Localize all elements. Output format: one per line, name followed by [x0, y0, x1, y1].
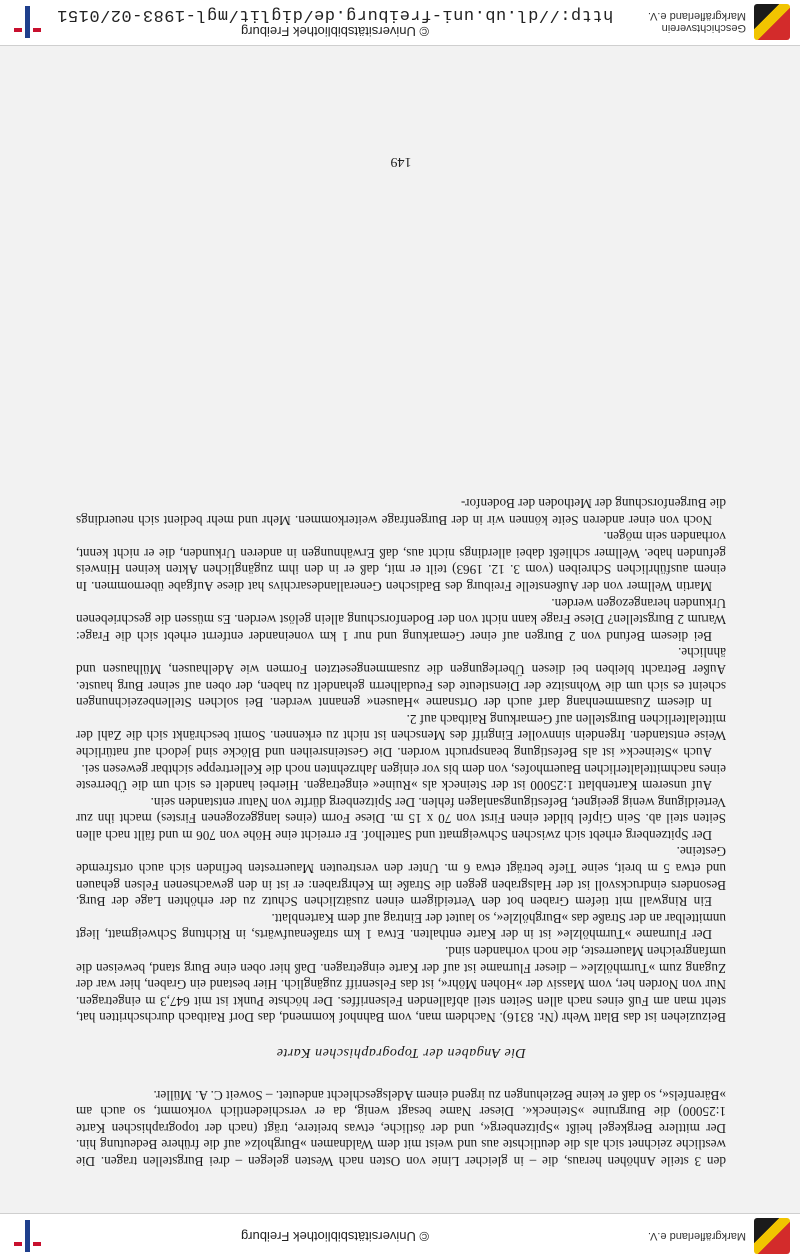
permalink-url[interactable]: http://dl.ub.uni-freiburg.de/diglit/mgl-1983-02/0151	[56, 5, 614, 25]
viewer-header-center	[44, 6, 626, 40]
viewer-header	[0, 0, 800, 46]
library-credit: © Universitätsbibliothek Freiburg	[240, 1229, 430, 1244]
paragraph: Bei diesem Befund von 2 Burgen auf einer Gemarkung und nur 1 km voneinander entfernt erhebt sich die Frage: Warum 2 Burgstellen? Diese Frage kann nicht von der Bodenforschung allein gelöst werden. Es müssen die geschriebenen Urkunden herangezogen werden.	[76, 595, 726, 644]
association-crest-icon	[754, 5, 790, 41]
page-text	[76, 494, 726, 1169]
paragraph: Beizuziehen ist das Blatt Wehr (Nr. 8316). Nachdem man, vom Bahnhof kommend, das Dorf Raitbach durchschritten hat, steht man am Fuß eines nach allen Seiten steil abfallenden Felsenriffes. Der höchste Punkt ist mit 647,3 m eingetragen. Nur von Norden her, vom Massiv der »Hohen Möhr«, ist das Felsenriff zugänglich. Hier bestand ein Graben, hier war der Zugang zum »Turmhölzle« – dieser Flurname ist auf der Karte eingetragen. Daß hier oben eine Burg stand, beweisen die umfangreichen Mauerreste, die noch vorhanden sind.	[76, 944, 726, 1026]
paragraph: Noch von einer anderen Seite können wir in der Burgenfrage weiterkommen. Mehr und mehr bedient sich neuerdings die Burgenforschung der Methoden der Bodenfor-	[76, 496, 726, 528]
viewer-footer-center	[44, 1229, 626, 1244]
library-credit: © Universitätsbibliothek Freiburg	[240, 24, 430, 40]
paragraph: Martin Wellmer von der Außenstelle Freiburg des Badischen Generallandesarchivs hat diese Aufgabe übernommen. In einem ausführlichen Schreiben (vom 3. 12. 1963) teilt er mit, daß er in den ihm zugänglichen Akten keinen Hinweis gefunden habe. Wellmer schließt dabei allerdings nicht aus, daß Erwähnungen in anderen Urkunden, die er nicht kennt, vorhanden sein mögen.	[76, 529, 726, 594]
paragraph: Der Spitzenberg erhebt sich zwischen Schweigmatt und Sattelhof. Er erreicht eine Höhe von 706 m und fällt nach allen Seiten steil ab. Sein Gipfel bildet einen First von 70 x 15 m. Diese Form (eines langgezogenen Firstes) macht ihn zur Verteidigung wenig geeignet, Befestigungsanlagen fehlen. Der Spitzenberg dürfte von Natur entstanden sein.	[76, 794, 726, 843]
section-heading: Die Angaben der Topographischen Karte	[276, 1045, 526, 1061]
university-logo-icon	[10, 5, 44, 41]
association-label: Geschichtsverein Markgräflerland e.V.	[647, 10, 746, 35]
university-logo-icon	[10, 1219, 44, 1255]
paragraph: Auf unserem Kartenblatt 1:25000 ist der Steineck als »Ruine« eingetragen. Hierbei handelt es sich um die Überreste eines nachmittelalterlichen Bauernhofes, von dem bis vor einigen Jahrzehnten noch die Kellertreppe sichtbar gewesen sei.	[76, 761, 726, 794]
viewer-footer	[0, 1213, 800, 1259]
paragraph: In diesem Zusammenhang darf auch der Ortsname »Hausen« genannt werden. Bei solchen Stellenbezeichnungen scheint es sich um die Wohnsitze der Dienstleute des Feudalherrn gehandelt zu haben, der oben auf seiner Burg hauste. Außer Betracht bleiben bei diesen Überlegungen die zusammengesetzten Formen wie Adelhausen, Mülhausen und ähnliche.	[76, 645, 726, 711]
paragraph: Auch »Steineck« ist als Befestigung beansprucht worden. Die Gesteinsreihen und Blöcke sind jedoch auf natürliche Weise entstanden. Irgendein sinnvoller Eingriff des Menschen ist nicht zu erkennen. Somit beschränkt sich die Zahl der mittelalterlichen Burgstellen auf Gemarkung Raitbach auf 2.	[76, 711, 726, 760]
association-label: Markgräflerland e.V.	[647, 1230, 746, 1243]
paragraph: den 3 steile Anhöhen heraus, die – in gleicher Linie von Osten nach Westen gelegen – drei Burgstellen tragen. Die westliche zeichnet sich als die deutlichste aus und weist mit dem Waldnamen »Burgholz« auf die frühere Bedeutung hin. Der mittlere Bergkegel heißt »Spitzenberg«, und der östliche, etwas breitere, trägt (nach der topographischen Karte 1:25000) die Burgruine »Steineck«. Dieser Name besagt wenig, da er verschiedentlich vorkommt, so auch am »Bärenfels«, so daß er keine Beziehungen zu irgend einem Adelsgeschlecht andeutet. – Soweit C. A. Müller.	[76, 1087, 726, 1169]
page-number: 149	[390, 154, 412, 169]
paragraph: Der Flurname »Turmhölzle« ist in der Karte enthalten. Etwa 1 km straßenaufwärts, in Richtung Schweigmatt, liegt unmittelbar an der Straße das »Burghölzle«, so lautet der Eintrag auf dem Kartenblatt.	[76, 910, 726, 943]
paragraph: Ein Ringwall mit tiefem Graben bot den Verteidigern einen zusätzlichen Schutz zu der erhöhten Lage der Burg. Besonders eindrucksvoll ist der Halsgraben gegen die Straße im Kehrgraben: er ist in den gewachsenen Felsen gehauen und etwa 5 m breit, seine Tiefe beträgt etwa 6 m. Unter den verstreuten Mauerresten befinden sich auch ortsfremde Gesteine.	[76, 844, 726, 910]
association-crest-icon	[754, 1219, 790, 1255]
